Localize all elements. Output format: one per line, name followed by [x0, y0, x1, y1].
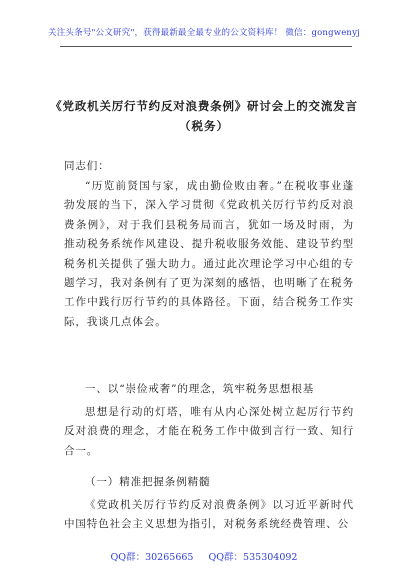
footer-qq-group-2: QQ群：535304092 — [208, 552, 298, 563]
header-promo-text: 关注头条号"公文研究"，获得最新最全最专业的公文资料库！ 微信：gongwenyj — [48, 28, 360, 38]
document-title: 《党政机关厉行节约反对浪费条例》研讨会上的交流发言 — [50, 99, 358, 113]
footer-qq-groups — [0, 549, 408, 563]
document-subtitle: （税务） — [179, 119, 229, 133]
paragraph-intro: “历览前贤国与家，成由勤俭败由奢。”在税收事业蓬勃发展的当下，深入学习贯彻《党政机关厉行节约反对浪费条例》，对于我们县税务局而言，犹如一场及时雨，为推动税务系统作风建设、提升税收服务效能、建设节约型税务机关提供了强大助力。通过此次理论学习中心组的专题学习，我对条例有了更为深刻的感悟，也明晰了在税务工作中践行厉行节约的具体路径。下面，结合税务工作实际，我谈几点体会。 — [64, 180, 354, 328]
subsection-heading-1: （一）精准把握条例精髓 — [85, 476, 211, 488]
section-heading-1: 一、以“崇俭戒奢”的理念，筑牢税务思想根基 — [85, 383, 315, 395]
header-divider — [60, 46, 352, 47]
salutation: 同志们： — [64, 160, 110, 172]
paragraph-subsection-1: 《党政机关厉行节约反对浪费条例》以习近平新时代中国特色社会主义思想为指引，对税务系统经费管理、公 — [64, 499, 354, 531]
footer-qq-group-1: QQ群：30265665 — [110, 552, 194, 563]
paragraph-section-1: 思想是行动的灯塔，唯有从内心深处树立起厉行节约反对浪费的理念，才能在税务工作中做到言行一致、知行合一。 — [64, 406, 354, 457]
